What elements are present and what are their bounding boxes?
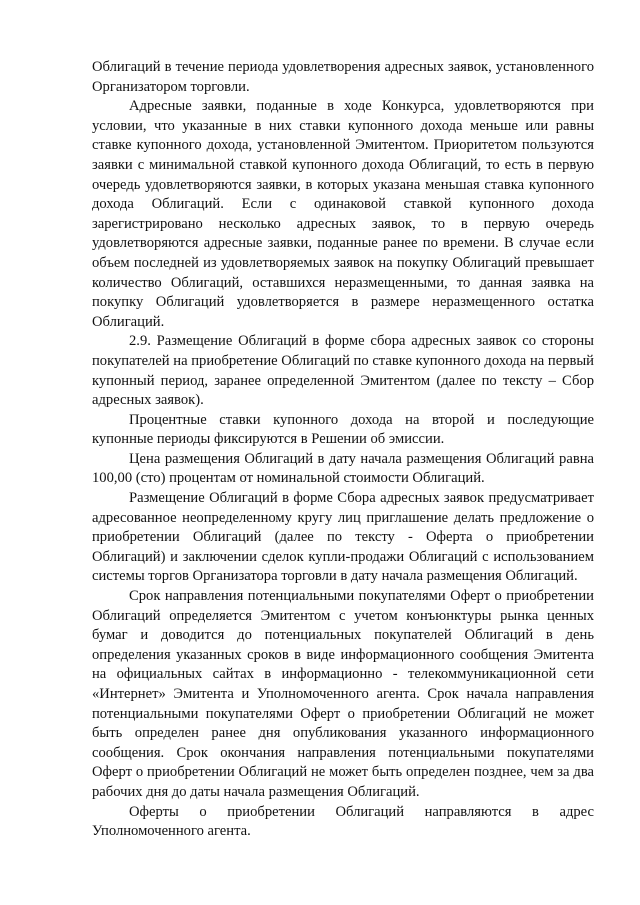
- paragraph: Процентные ставки купонного дохода на второй и последующие купонные периоды фиксируются в Решении об эмиссии.: [92, 411, 594, 448]
- paragraph: Срок направления потенциальными покупателями Оферт о приобретении Облигаций определяется Эмитентом с учетом конъюнктуры рынка ценных бумаг и доводится до потенциальных покупателей Облигаций в день определения указанных сроков в виде информационного сообщения Эмитента на официальных сайтах в информационно - телекоммуникационной сети «Интернет» Эмитента и Уполномоченного агента. Срок начала направления потенциальными покупателями Оферт о приобретении Облигаций не может быть определен ранее дня опубликования указанного информационного сообщения. Срок окончания направления потенциальными покупателями Оферт о приобретении Облигаций не может быть определен позднее, чем за два рабочих дня до даты начала размещения Облигаций.: [92, 588, 594, 800]
- paragraph: Оферты о приобретении Облигаций направляются в адрес Уполномоченного агента.: [92, 803, 594, 840]
- paragraph: Цена размещения Облигаций в дату начала размещения Облигаций равна 100,00 (сто) процентам от номинальной стоимости Облигаций.: [92, 450, 594, 487]
- document-page: [92, 58, 594, 842]
- paragraph: Размещение Облигаций в форме Сбора адресных заявок предусматривает адресованное неопределенному кругу лиц приглашение делать предложение о приобретении Облигаций (далее по тексту - Оферта о приобретении Облигаций) и заключении сделок купли-продажи Облигаций с использованием системы торгов Организатора торговли в дату начала размещения Облигаций.: [92, 490, 594, 585]
- paragraph: Адресные заявки, поданные в ходе Конкурса, удовлетворяются при условии, что указанные в них ставки купонного дохода меньше или равны ставке купонного дохода, установленной Эмитентом. Приоритетом пользуются заявки с минимальной ставкой купонного дохода Облигаций, то есть в первую очередь удовлетворяются заявки, в которых указана меньшая ставка купонного дохода Облигаций. Если с одинаковой ставкой купонного дохода зарегистрировано несколько адресных заявок, то в первую очередь удовлетворяются адресные заявки, поданные ранее по времени. В случае если объем последней из удовлетворяемых заявок на покупку Облигаций превышает количество Облигаций, оставшихся неразмещенными, то данная заявка на покупку Облигаций удовлетворяется в размере неразмещенного остатка Облигаций.: [92, 98, 594, 330]
- paragraph: 2.9. Размещение Облигаций в форме сбора адресных заявок со стороны покупателей на приобретение Облигаций по ставке купонного дохода на первый купонный период, заранее определенной Эмитентом (далее по тексту – Сбор адресных заявок).: [92, 333, 594, 409]
- paragraph: Облигаций в течение периода удовлетворения адресных заявок, установленного Организатором торговли.: [92, 59, 594, 95]
